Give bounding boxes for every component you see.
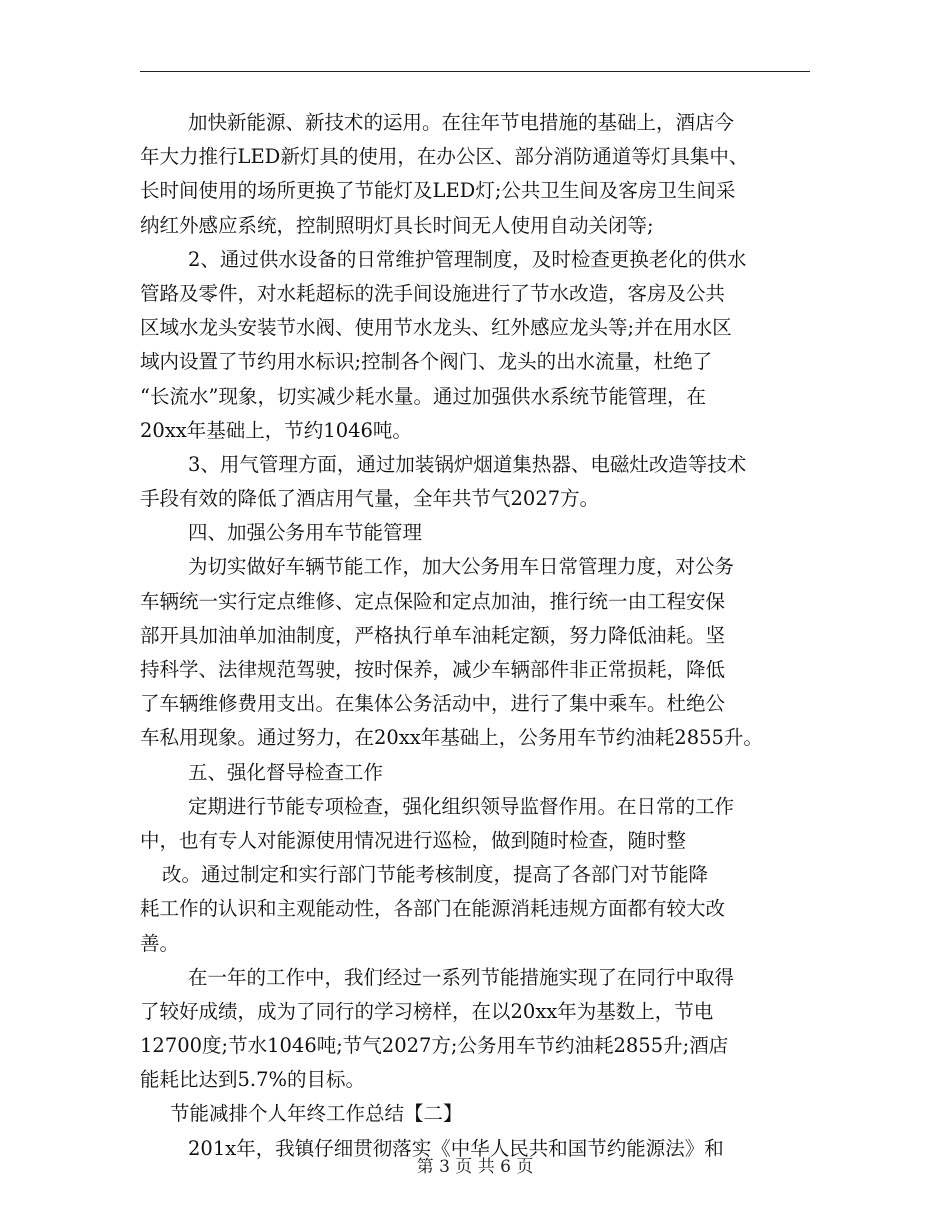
text-line: 在一年的工作中，我们经过一系列节能措施实现了在同行中取得 [188, 965, 735, 989]
text-line: 车私用现象。通过努力，在20xx年基础上，公务用车节约油耗2855升。 [140, 726, 763, 750]
text-line: 201x年，我镇仔细贯彻落实《中华人民共和国节约能源法》和 [188, 1136, 724, 1160]
text-line: 耗工作的认识和主观能动性，各部门在能源消耗违规方面都有较大改 [140, 897, 726, 921]
text-line: 改。通过制定和实行部门节能考核制度，提高了各部门对节能降 [162, 863, 709, 887]
page-footer: 第 3 页 共 6 页 [416, 1157, 534, 1177]
text-line: 了车辆维修费用支出。在集体公务活动中，进行了集中乘车。杜绝公 [140, 692, 726, 716]
text-line: 域内设置了节约用水标识;控制各个阀门、龙头的出水流量，杜绝了 [140, 350, 713, 374]
text-line: 20xx年基础上，节约1046吨。 [140, 418, 412, 442]
document-body [140, 106, 830, 1166]
text-line: 部开具加油单加油制度，严格执行单车油耗定额，努力降低油耗。坚 [140, 623, 726, 647]
text-line: “长流水”现象，切实减少耗水量。通过加强供水系统节能管理，在 [140, 384, 706, 408]
text-line: 四、加强公务用车节能管理 [188, 521, 423, 545]
text-line: 节能减排个人年终工作总结【二】 [170, 1102, 463, 1126]
text-line: 12700度;节水1046吨;节气2027方;公务用车节约油耗2855升;酒店 [140, 1034, 729, 1058]
text-line: 加快新能源、新技术的运用。在往年节电措施的基础上，酒店今 [188, 111, 735, 134]
text-line: 善。 [140, 931, 180, 955]
text-line: 车辆统一实行定点维修、定点保险和定点加油，推行统一由工程安保 [140, 589, 726, 613]
text-line: 区域水龙头安装节水阀、使用节水龙头、红外感应龙头等;并在用水区 [140, 316, 732, 340]
text-line: 手段有效的降低了酒店用气量，全年共节气2027方。 [140, 487, 600, 511]
header-rule [140, 71, 810, 72]
text-line: 纳红外感应系统，控制照明灯具长时间无人使用自动关闭等; [140, 213, 654, 237]
text-line: 2、通过供水设备的日常维护管理制度，及时检查更换老化的供水 [188, 247, 747, 271]
text-line: 管路及零件，对水耗超标的洗手间设施进行了节水改造，客房及公共 [140, 281, 726, 305]
text-line: 能耗比达到5.7%的目标。 [140, 1068, 366, 1092]
text-line: 年大力推行LED新灯具的使用，在办公区、部分消防通道等灯具集中、 [140, 145, 749, 169]
text-line: 五、强化督导检查工作 [188, 760, 384, 784]
text-line: 持科学、法律规范驾驶，按时保养，减少车辆部件非正常损耗，降低 [140, 658, 726, 681]
text-line: 3、用气管理方面，通过加装锅炉烟道集热器、电磁灶改造等技术 [188, 452, 747, 476]
text-line: 定期进行节能专项检查，强化组织领导监督作用。在日常的工作 [188, 794, 735, 818]
text-line: 了较好成绩，成为了同行的学习榜样，在以20xx年为基数上，节电 [140, 999, 714, 1023]
text-line: 长时间使用的场所更换了节能灯及LED灯;公共卫生间及客房卫生间采 [140, 179, 736, 203]
text-line: 为切实做好车辆节能工作，加大公务用车日常管理力度，对公务 [188, 555, 735, 579]
text-line: 中，也有专人对能源使用情况进行巡检，做到随时检查，随时整 [140, 828, 687, 852]
